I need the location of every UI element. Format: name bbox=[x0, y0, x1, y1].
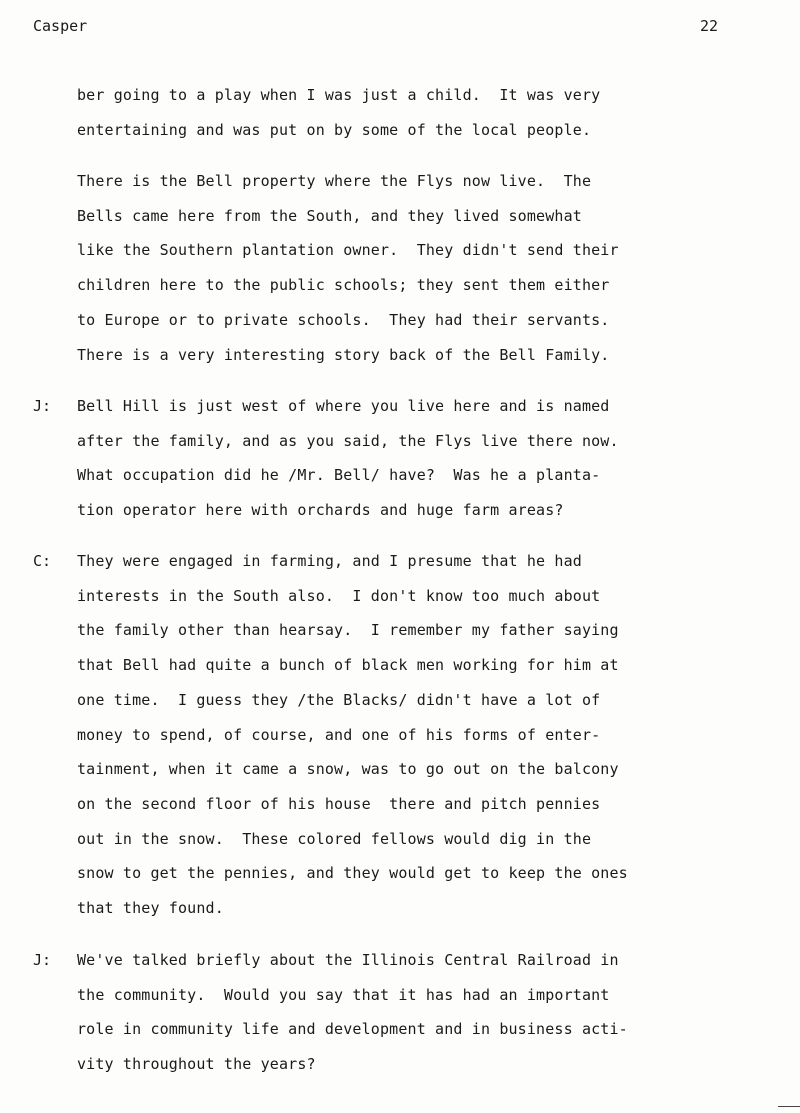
header-name: Casper bbox=[33, 17, 88, 35]
text-line: There is a very interesting story back of the Bell Family. bbox=[77, 345, 610, 364]
text-line: the family other than hearsay. I remember my father saying bbox=[77, 621, 619, 640]
text-line: that they found. bbox=[77, 899, 224, 917]
text-line: out in the snow. These colored fellows would dig in the bbox=[77, 829, 592, 848]
text-line: that Bell had quite a bunch of black men working for him at bbox=[77, 656, 619, 675]
text-line: after the family, and as you said, the Flys live there now. bbox=[77, 431, 619, 450]
text-line: on the second floor of his house there and pitch pennies bbox=[77, 794, 601, 813]
corner-mark bbox=[778, 1106, 800, 1107]
text-line: one time. I guess they /the Blacks/ didn't have a lot of bbox=[77, 690, 601, 709]
speaker-label: J: bbox=[33, 397, 52, 415]
text-line: snow to get the pennies, and they would get to keep the ones bbox=[77, 864, 628, 883]
speaker-label: C: bbox=[33, 552, 52, 570]
page-number: 22 bbox=[700, 17, 719, 35]
text-line: vity throughout the years? bbox=[77, 1055, 316, 1074]
text-line: We've talked briefly about the Illinois Central Railroad in bbox=[77, 951, 619, 969]
text-line: ber going to a play when I was just a child. It was very bbox=[77, 86, 601, 104]
text-line: tion operator here with orchards and huge farm areas? bbox=[77, 501, 564, 520]
text-line: They were engaged in farming, and I presume that he had bbox=[77, 552, 582, 570]
text-line: entertaining and was put on by some of the local people. bbox=[77, 120, 592, 139]
text-line: money to spend, of course, and one of his forms of enter- bbox=[77, 725, 601, 744]
text-line: to Europe or to private schools. They had their servants. bbox=[77, 310, 610, 329]
text-line: children here to the public schools; they sent them either bbox=[77, 276, 610, 295]
text-line: There is the Bell property where the Flys now live. The bbox=[77, 172, 592, 190]
text-line: What occupation did he /Mr. Bell/ have? Was he a planta- bbox=[77, 466, 601, 485]
text-line: Bell Hill is just west of where you live here and is named bbox=[77, 397, 610, 415]
text-line: Bells came here from the South, and they lived somewhat bbox=[77, 206, 582, 225]
text-line: the community. Would you say that it has had an important bbox=[77, 985, 610, 1004]
text-line: interests in the South also. I don't know too much about bbox=[77, 586, 601, 605]
text-line: tainment, when it came a snow, was to go out on the balcony bbox=[77, 760, 619, 779]
text-line: role in community life and development and in business acti- bbox=[77, 1020, 628, 1039]
speaker-label: J: bbox=[33, 951, 52, 969]
text-line: like the Southern plantation owner. They didn't send their bbox=[77, 241, 619, 260]
